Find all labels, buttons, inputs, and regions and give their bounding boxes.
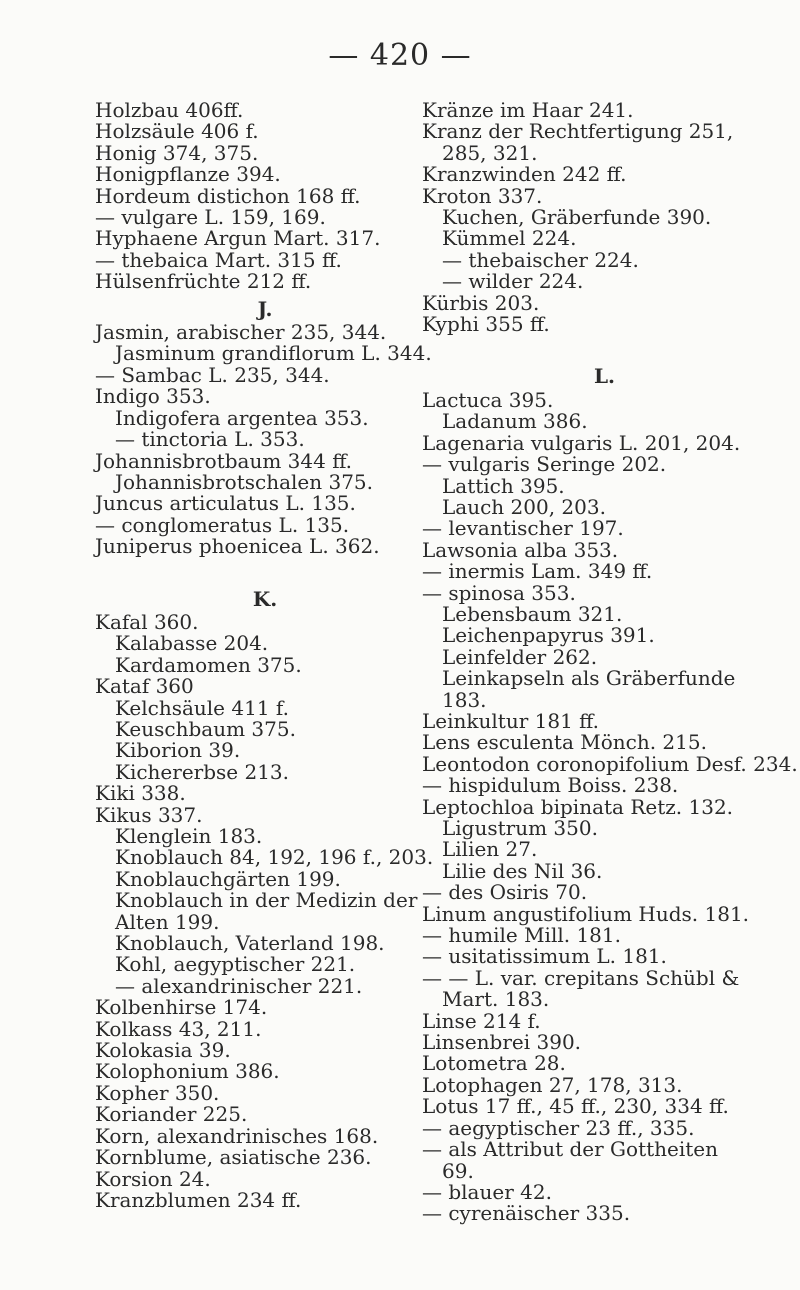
index-entry: — Sambac L. 235, 344.	[95, 362, 330, 387]
index-entry: Kranzwinden 242 ff.	[422, 162, 627, 187]
index-entry: Lilie des Nil 36.	[442, 858, 603, 883]
index-entry: Indigofera argentea 353.	[115, 405, 369, 430]
index-entry-continuation: 69.	[442, 1158, 474, 1183]
page-header: — 420 —	[328, 38, 472, 73]
index-entry: — cyrenäischer 335.	[422, 1201, 631, 1226]
index-entry: Indigo 353.	[95, 384, 211, 409]
index-entry: Koriander 225.	[95, 1102, 248, 1127]
index-entry: — des Osiris 70.	[422, 880, 588, 905]
index-entry: — inermis Lam. 349 ff.	[422, 559, 653, 584]
section-gap	[422, 335, 787, 360]
index-entry: Knoblauch, Vaterland 198.	[115, 931, 385, 956]
index-entry: — thebaica Mart. 315 ff.	[95, 247, 342, 272]
index-entry: Lilien 27.	[442, 837, 538, 862]
index-entry: Hülsenfrüchte 212 ff.	[95, 269, 312, 294]
index-entry: Lebensbaum 321.	[442, 601, 623, 626]
index-entry: — tinctoria L. 353.	[115, 427, 305, 452]
index-entry-continuation: Mart. 183.	[442, 987, 550, 1012]
index-entry: Honigpflanze 394.	[95, 162, 281, 187]
section-gap	[95, 558, 435, 583]
index-entry: Kümmel 224.	[442, 226, 577, 251]
index-entry: Jasminum grandiflorum L. 344.	[115, 341, 432, 366]
index-entry-continuation: 285, 321.	[442, 140, 538, 165]
index-entry: Lotophagen 27, 178, 313.	[422, 1072, 683, 1097]
index-entry: Korsion 24.	[95, 1166, 211, 1191]
index-entry: Kiborion 39.	[115, 738, 241, 763]
index-entry: Klenglein 183.	[115, 824, 263, 848]
section-letter-heading: L.	[593, 364, 616, 389]
index-entry-continuation: 183.	[442, 687, 487, 712]
index-entry: Kornblume, asiatische 236.	[95, 1145, 372, 1170]
index-entry: Linsenbrei 390.	[422, 1030, 582, 1055]
index-entry: Knoblauchgärten 199.	[115, 866, 341, 891]
index-entry: Kiki 338.	[95, 781, 186, 806]
index-entry: Kürbis 203.	[422, 290, 540, 315]
index-entry: Leinkapseln als Gräberfunde	[442, 666, 736, 691]
index-entry: Leinkultur 181 ff.	[422, 708, 600, 733]
index-entry: Keuschbaum 375.	[115, 716, 296, 741]
section-letter-heading: K.	[252, 586, 278, 611]
index-entry: Kranzblumen 234 ff.	[95, 1187, 302, 1212]
index-entry: Kardamomen 375.	[115, 652, 302, 677]
index-entry: Hyphaene Argun Mart. 317.	[95, 226, 381, 251]
index-entry: Kranz der Rechtfertigung 251,	[422, 119, 734, 144]
index-entry: Leinfelder 262.	[442, 644, 598, 669]
index-entry: Leontodon coronopifolium Desf. 234.	[422, 751, 798, 776]
index-entry: Lawsonia alba 353.	[422, 537, 619, 562]
index-entry: Kikus 337.	[95, 802, 203, 827]
index-entry: — — L. var. crepitans Schübl &	[422, 965, 740, 990]
index-entry: Kalabasse 204.	[115, 631, 269, 656]
index-entry: Lotometra 28.	[422, 1051, 566, 1076]
index-entry: — hispidulum Boiss. 238.	[422, 773, 679, 798]
index-entry: Kataf 360	[95, 674, 194, 699]
index-entry: Kolbenhirse 174.	[95, 995, 268, 1020]
index-entry: Honig 374, 375.	[95, 140, 259, 165]
index-entry: Lauch 200, 203.	[442, 494, 606, 519]
index-entry: Kopher 350.	[95, 1080, 220, 1105]
index-entry: — humile Mill. 181.	[422, 923, 621, 948]
index-entry: Hordeum distichon 168 ff.	[95, 183, 361, 208]
index-entry: Leichenpapyrus 391.	[442, 623, 655, 648]
index-entry: Kolkass 43, 211.	[95, 1016, 262, 1041]
index-entry: Kohl, aegyptischer 221.	[115, 952, 356, 977]
index-entry: Holzbau 406ff.	[95, 98, 244, 122]
index-entry: Kolophonium 386.	[95, 1059, 280, 1084]
index-entry: — alexandrinischer 221.	[115, 973, 363, 998]
index-entry: Lactuca 395.	[422, 387, 554, 412]
index-entry: — spinosa 353.	[422, 580, 576, 605]
index-entry: Johannisbrotbaum 344 ff.	[95, 448, 353, 473]
index-entry: Kichererbse 213.	[115, 759, 290, 784]
index-entry: — usitatissimum L. 181.	[422, 944, 667, 969]
index-entry: Kuchen, Gräberfunde 390.	[442, 205, 712, 230]
index-entry: — vulgare L. 159, 169.	[95, 205, 326, 230]
index-entry: Kafal 360.	[95, 609, 199, 634]
index-entry: Kyphi 355 ff.	[422, 312, 550, 337]
index-entry: — levantischer 197.	[422, 516, 624, 541]
index-entry: Ligustrum 350.	[442, 816, 598, 840]
index-entry: Linum angustifolium Huds. 181.	[422, 901, 750, 926]
index-entry: Linse 214 f.	[422, 1008, 541, 1033]
index-entry: Lotus 17 ff., 45 ff., 230, 334 ff.	[422, 1094, 729, 1119]
index-entry: Juncus articulatus L. 135.	[95, 491, 356, 516]
index-entry: Juniperus phoenicea L. 362.	[95, 534, 380, 559]
index-entry: Leptochloa bipinata Retz. 132.	[422, 794, 734, 819]
index-entry: — conglomeratus L. 135.	[95, 512, 350, 537]
index-entry-continuation: Alten 199.	[115, 909, 220, 934]
index-entry: — thebaischer 224.	[442, 247, 639, 272]
index-entry: Lattich 395.	[442, 473, 565, 498]
index-entry: Johannisbrotschalen 375.	[115, 469, 373, 494]
index-entry: — blauer 42.	[422, 1179, 552, 1204]
index-entry: Kelchsäule 411 f.	[115, 695, 289, 720]
index-entry: — wilder 224.	[442, 269, 584, 294]
index-entry: Knoblauch in der Medizin der	[115, 888, 418, 913]
index-column-right	[422, 98, 798, 1226]
index-entry: — als Attribut der Gottheiten	[422, 1137, 719, 1162]
section-letter-heading: J.	[257, 296, 273, 321]
index-entry: Ladanum 386.	[442, 409, 588, 434]
index-entry: Kränze im Haar 241.	[422, 98, 634, 122]
index-entry: Lens esculenta Mönch. 215.	[422, 730, 707, 755]
index-entry: Kolokasia 39.	[95, 1038, 231, 1063]
index-entry: Knoblauch 84, 192, 196 f., 203.	[115, 845, 434, 870]
index-entry: — vulgaris Seringe 202.	[422, 452, 667, 477]
index-column-left	[95, 100, 435, 1211]
index-entry: Korn, alexandrinisches 168.	[95, 1123, 379, 1148]
index-entry: Kroton 337.	[422, 183, 543, 208]
index-entry: — aegyptischer 23 ff., 335.	[422, 1115, 695, 1140]
index-entry: Holzsäule 406 f.	[95, 119, 259, 144]
index-entry: Jasmin, arabischer 235, 344.	[95, 320, 387, 345]
index-entry: Lagenaria vulgaris L. 201, 204.	[422, 430, 741, 455]
